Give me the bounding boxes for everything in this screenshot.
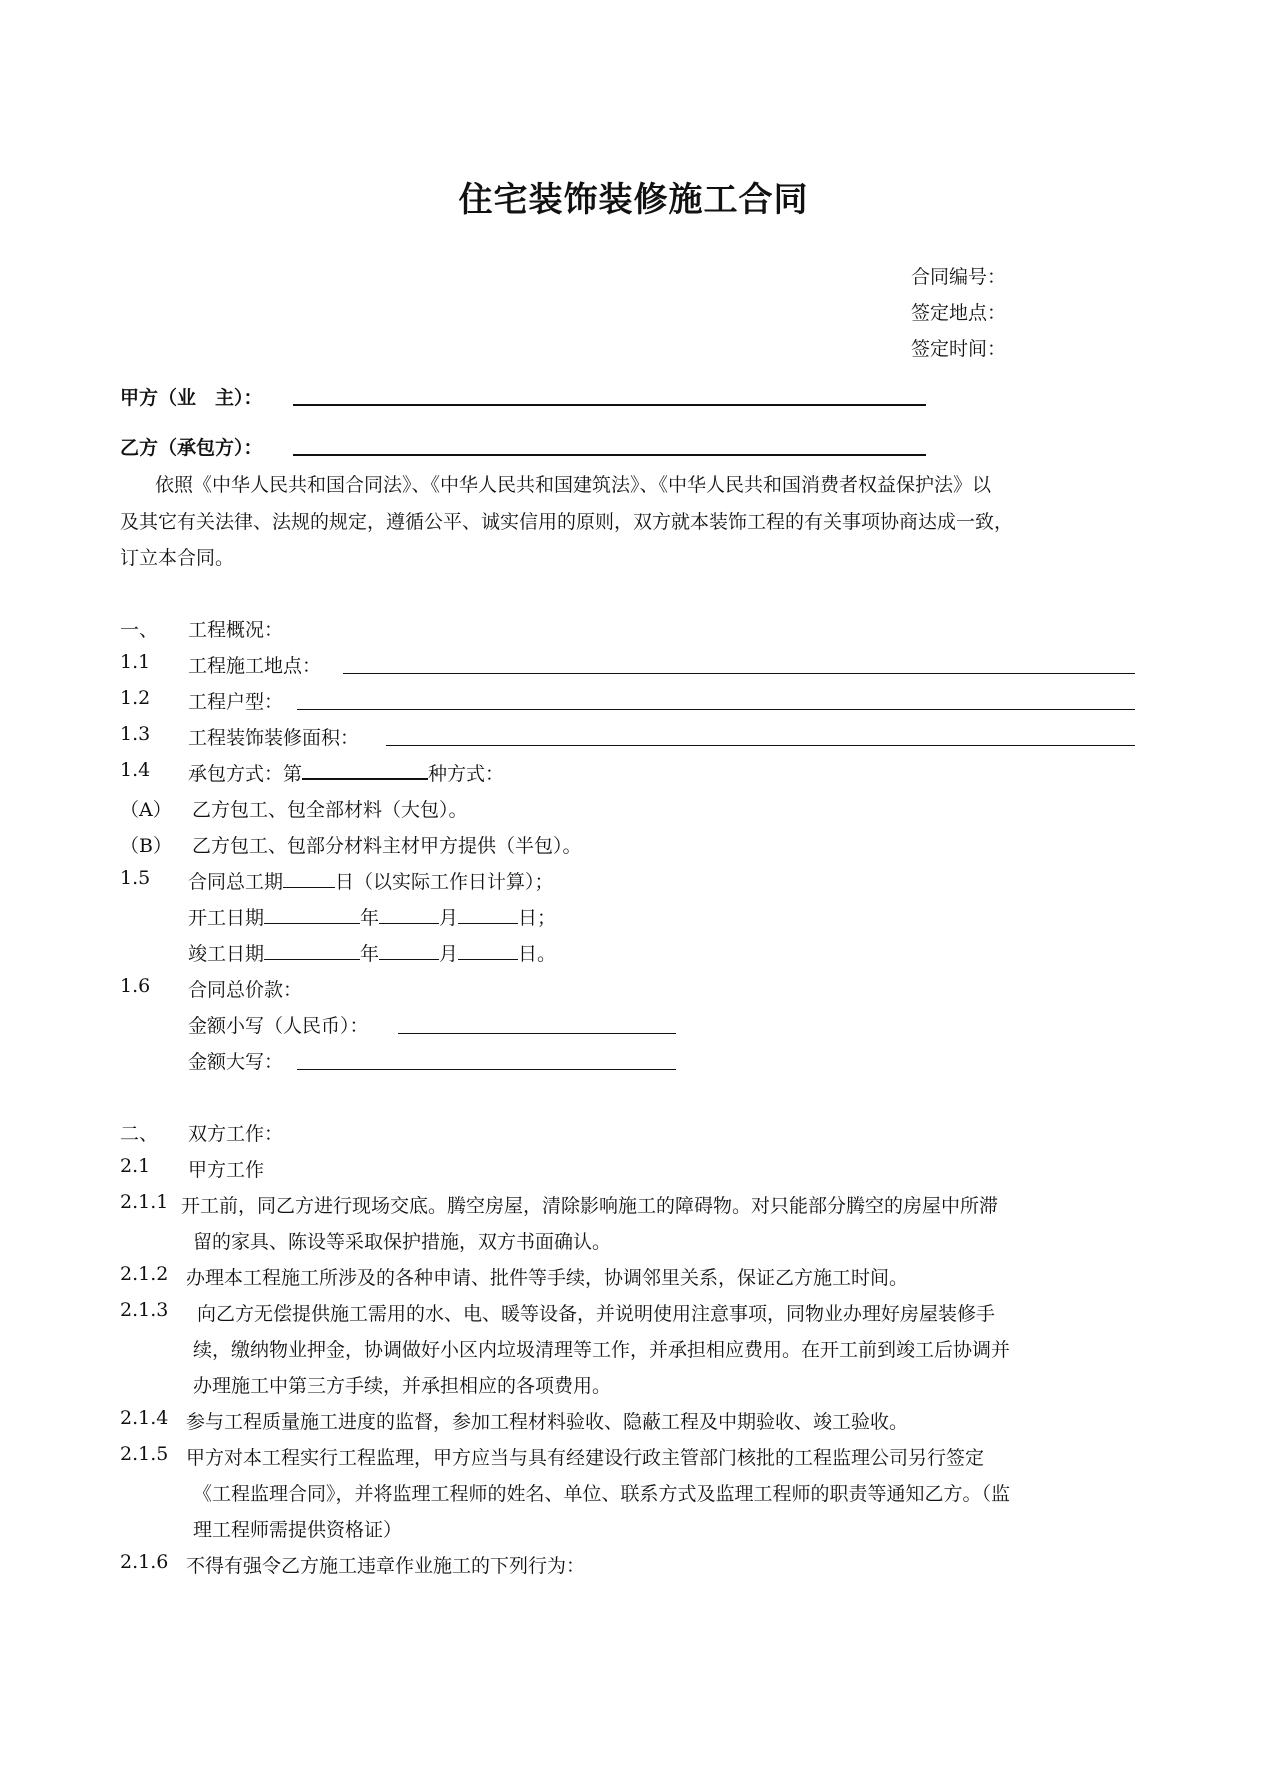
- item-1-2-label: 工程户型：: [188, 691, 284, 713]
- start-date-label: 开工日期: [188, 907, 265, 929]
- start-year-unit: 年: [360, 907, 380, 929]
- clause-2-1-5-line-2: 《工程监理合同》，并将监理工程师的姓名、单位、联系方式及监理工程师的职责等通知乙方。（监: [193, 1483, 1011, 1505]
- start-date-line: [188, 903, 556, 930]
- item-1-1-number: 1.1: [120, 651, 151, 673]
- party-a-blank[interactable]: [293, 404, 926, 406]
- section-1-number: 一、: [120, 619, 159, 641]
- option-a-text: 乙方包工、包全部材料（大包）。: [192, 799, 468, 821]
- end-date-line: [188, 939, 556, 966]
- end-day-unit: 日。: [518, 943, 557, 965]
- amount-small-label: 金额小写（人民币）：: [188, 1015, 369, 1037]
- option-b-text: 乙方包工、包部分材料主材甲方提供（半包）。: [192, 835, 582, 857]
- clause-2-1-5-line-1: 甲方对本工程实行工程监理，甲方应当与具有经建设行政主管部门核批的工程监理公司另行签定: [186, 1447, 985, 1469]
- section-1-heading: 工程概况：: [188, 619, 284, 641]
- intro-line-1: 依照《中华人民共和国合同法》、《中华人民共和国建筑法》、《中华人民共和国消费者权益保护法》以: [155, 474, 992, 496]
- contract-number-label: 合同编号：: [911, 266, 1007, 288]
- section-2-heading: 双方工作：: [188, 1123, 284, 1145]
- item-1-5-number: 1.5: [120, 867, 151, 889]
- end-date-label: 竣工日期: [188, 943, 265, 965]
- contract-mode-label: [188, 759, 504, 786]
- start-year-blank[interactable]: [264, 905, 360, 924]
- clause-2-1-5-line-3: 理工程师需提供资格证）: [193, 1519, 403, 1541]
- option-b-label: （B）: [120, 835, 172, 857]
- start-day-unit: 日；: [518, 907, 557, 929]
- house-type-blank[interactable]: [297, 709, 1135, 710]
- item-1-4-number: 1.4: [120, 759, 151, 781]
- clause-2-1-3-line-3: 办理施工中第三方手续，并承担相应的各项费用。: [193, 1375, 612, 1397]
- section-2-number: 二、: [120, 1123, 159, 1145]
- item-2-1-label: 甲方工作: [188, 1159, 265, 1181]
- start-month-unit: 月: [439, 907, 459, 929]
- clause-2-1-1-line-1: 开工前，同乙方进行现场交底。腾空房屋，清除影响施工的障碍物。对只能部分腾空的房屋中所滞: [181, 1195, 999, 1217]
- sign-time-label: 签定时间：: [911, 338, 1007, 360]
- end-year-unit: 年: [360, 943, 380, 965]
- clause-2-1-3-line-1: 向乙方无偿提供施工需用的水、电、暖等设备，并说明使用注意事项，同物业办理好房屋装修手: [197, 1303, 996, 1325]
- duration-line: [188, 867, 554, 894]
- clause-2-1-6-number: 2.1.6: [120, 1551, 169, 1573]
- party-b-label: 乙方（承包方）：: [120, 437, 263, 459]
- clause-2-1-5-number: 2.1.5: [120, 1443, 169, 1465]
- intro-line-2: 及其它有关法律、法规的规定，遵循公平、诚实信用的原则，双方就本装饰工程的有关事项协商达成一致，: [120, 511, 1014, 533]
- end-year-blank[interactable]: [264, 941, 360, 960]
- clause-2-1-3-line-2: 续，缴纳物业押金，协调做好小区内垃圾清理等工作，并承担相应费用。在开工前到竣工后协调并: [193, 1339, 1011, 1361]
- site-address-blank[interactable]: [343, 673, 1135, 674]
- clause-2-1-3-number: 2.1.3: [120, 1299, 169, 1321]
- clause-2-1-1-line-2: 留的家具、陈设等采取保护措施，双方书面确认。: [193, 1231, 612, 1253]
- item-1-3-label: 工程装饰装修面积：: [188, 727, 360, 749]
- party-a-label: 甲方（业 主）：: [120, 387, 263, 409]
- party-b-blank[interactable]: [293, 454, 926, 456]
- clause-2-1-2-line-1: 办理本工程施工所涉及的各种申请、批件等手续，协调邻里关系，保证乙方施工时间。: [186, 1267, 909, 1289]
- clause-2-1-2-number: 2.1.2: [120, 1263, 169, 1285]
- duration-prefix: 合同总工期: [188, 871, 284, 893]
- duration-suffix: 日（以实际工作日计算）；: [335, 871, 554, 893]
- contract-mode-prefix: 承包方式：第: [188, 763, 303, 785]
- clause-2-1-6-line-1: 不得有强令乙方施工违章作业施工的下列行为：: [186, 1555, 586, 1577]
- end-month-unit: 月: [439, 943, 459, 965]
- end-month-blank[interactable]: [379, 941, 439, 960]
- amount-big-label: 金额大写：: [188, 1051, 284, 1073]
- duration-blank[interactable]: [283, 869, 335, 888]
- contract-mode-suffix: 种方式：: [428, 763, 505, 785]
- contract-mode-blank[interactable]: [302, 760, 428, 780]
- clause-2-1-1-number: 2.1.1: [120, 1191, 169, 1213]
- item-2-1-number: 2.1: [120, 1155, 151, 1177]
- sign-place-label: 签定地点：: [911, 302, 1007, 324]
- option-a-label: （A）: [120, 799, 172, 821]
- amount-small-blank[interactable]: [398, 1033, 676, 1034]
- item-1-1-label: 工程施工地点：: [188, 655, 322, 677]
- item-1-6-number: 1.6: [120, 975, 151, 997]
- start-day-blank[interactable]: [458, 905, 518, 924]
- clause-2-1-4-line-1: 参与工程质量施工进度的监督，参加工程材料验收、隐蔽工程及中期验收、竣工验收。: [186, 1411, 909, 1433]
- clause-2-1-4-number: 2.1.4: [120, 1407, 169, 1429]
- item-1-6-label: 合同总价款：: [188, 979, 303, 1001]
- page-title: 住宅装饰装修施工合同: [458, 180, 809, 220]
- intro-line-3: 订立本合同。: [120, 547, 235, 569]
- start-month-blank[interactable]: [379, 905, 439, 924]
- item-1-3-number: 1.3: [120, 723, 151, 745]
- area-blank[interactable]: [386, 745, 1135, 746]
- end-day-blank[interactable]: [458, 941, 518, 960]
- item-1-2-number: 1.2: [120, 687, 151, 709]
- amount-big-blank[interactable]: [297, 1069, 676, 1070]
